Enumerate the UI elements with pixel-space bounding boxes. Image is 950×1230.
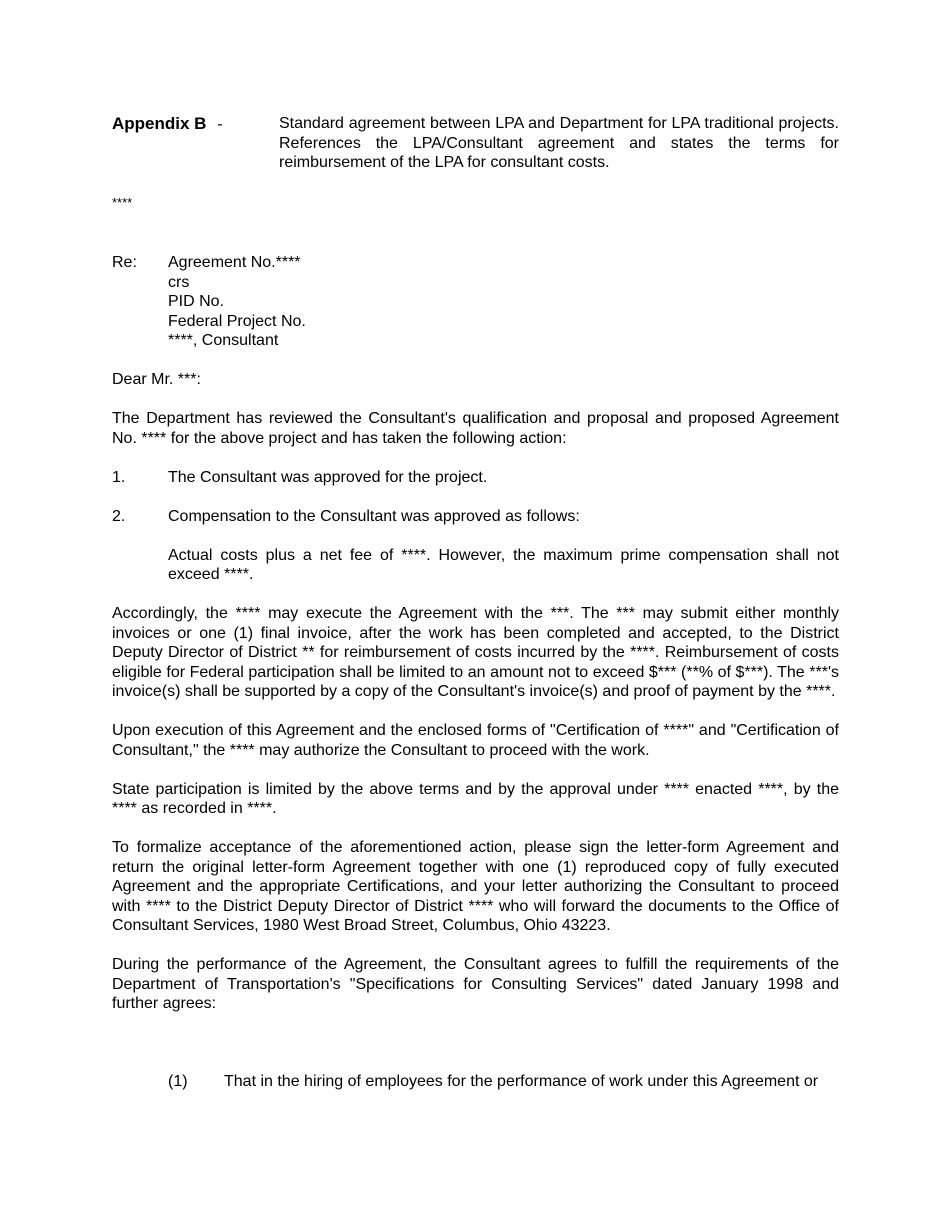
redacted-marker: **** xyxy=(112,194,133,210)
list-item-number: 1. xyxy=(112,468,126,486)
intro-paragraph: The Department has reviewed the Consultant's qualification and proposal and proposed Agreement No. **** for the above project and has taken the following action: xyxy=(112,410,839,447)
reference-line-crs: crs xyxy=(168,273,190,291)
reference-line-agreement: Agreement No.**** xyxy=(168,254,301,271)
reference-block xyxy=(112,253,839,351)
appendix-header xyxy=(112,114,839,173)
list-item xyxy=(112,507,839,527)
execution-paragraph: Upon execution of this Agreement and the enclosed forms of "Certification of ****" and "Certification of Consultant," the **** may authorize the Consultant to proceed with the work. xyxy=(112,722,839,759)
sub-list-item xyxy=(168,1072,839,1092)
reimbursement-paragraph: Accordingly, the **** may execute the Agreement with the ***. The *** may submit either monthly invoices or one (1) final invoice, after the work has been completed and accepted, to the District Deputy Director of District ** for reimbursement of costs incurred by the ****. Reimbursement of costs eligible for Federal participation shall be limited to an amount not to exceed $*** (**% of $***). The ***'s invoice(s) shall be supported by a copy of the Consultant's invoice(s) and proof of payment by the ****. xyxy=(112,605,839,700)
reference-line-consultant: ****, Consultant xyxy=(168,332,279,349)
list-item-text: Compensation to the Consultant was approved as follows: xyxy=(168,507,580,525)
sub-list-item-number: (1) xyxy=(168,1072,188,1090)
compensation-detail: Actual costs plus a net fee of ****. However, the maximum prime compensation shall not exceed ****. xyxy=(168,546,839,583)
state-participation-paragraph: State participation is limited by the above terms and by the approval under **** enacted ****, by the **** as recorded in ****. xyxy=(112,780,839,817)
reference-line-pid: PID No. xyxy=(168,293,225,310)
appendix-title: Appendix B xyxy=(112,114,207,133)
reference-line-federal-project: Federal Project No. xyxy=(168,312,306,330)
reference-lines xyxy=(168,253,306,351)
document-page xyxy=(112,114,839,1091)
performance-paragraph: During the performance of the Agreement, the Consultant agrees to fulfill the requirements of the Department of Transportation's "Specifications for Consulting Services" dated January 1998 and further agrees: xyxy=(112,956,839,1012)
list-item xyxy=(112,468,839,488)
list-item-text: The Consultant was approved for the project. xyxy=(168,468,488,486)
appendix-label-container xyxy=(112,114,279,135)
salutation: Dear Mr. ***: xyxy=(112,371,201,388)
sub-list-item-text: That in the hiring of employees for the performance of work under this Agreement or xyxy=(224,1072,819,1090)
appendix-description: Standard agreement between LPA and Department for LPA traditional projects. References the LPA/Consultant agreement and states the terms for reimbursement of the LPA for consultant costs. xyxy=(279,115,839,171)
formalize-acceptance-paragraph: To formalize acceptance of the aforementioned action, please sign the letter-form Agreement and return the original letter-form Agreement together with one (1) reproduced copy of fully executed Agreement and the appropriate Certifications, and your letter authorizing the Consultant to proceed with **** to the District Deputy Director of District **** who will forward the documents to the Office of Consultant Services, 1980 West Broad Street, Columbus, Ohio 43223. xyxy=(112,839,839,934)
list-item-number: 2. xyxy=(112,507,126,525)
reference-label: Re: xyxy=(112,254,137,271)
appendix-dash: - xyxy=(217,116,223,133)
